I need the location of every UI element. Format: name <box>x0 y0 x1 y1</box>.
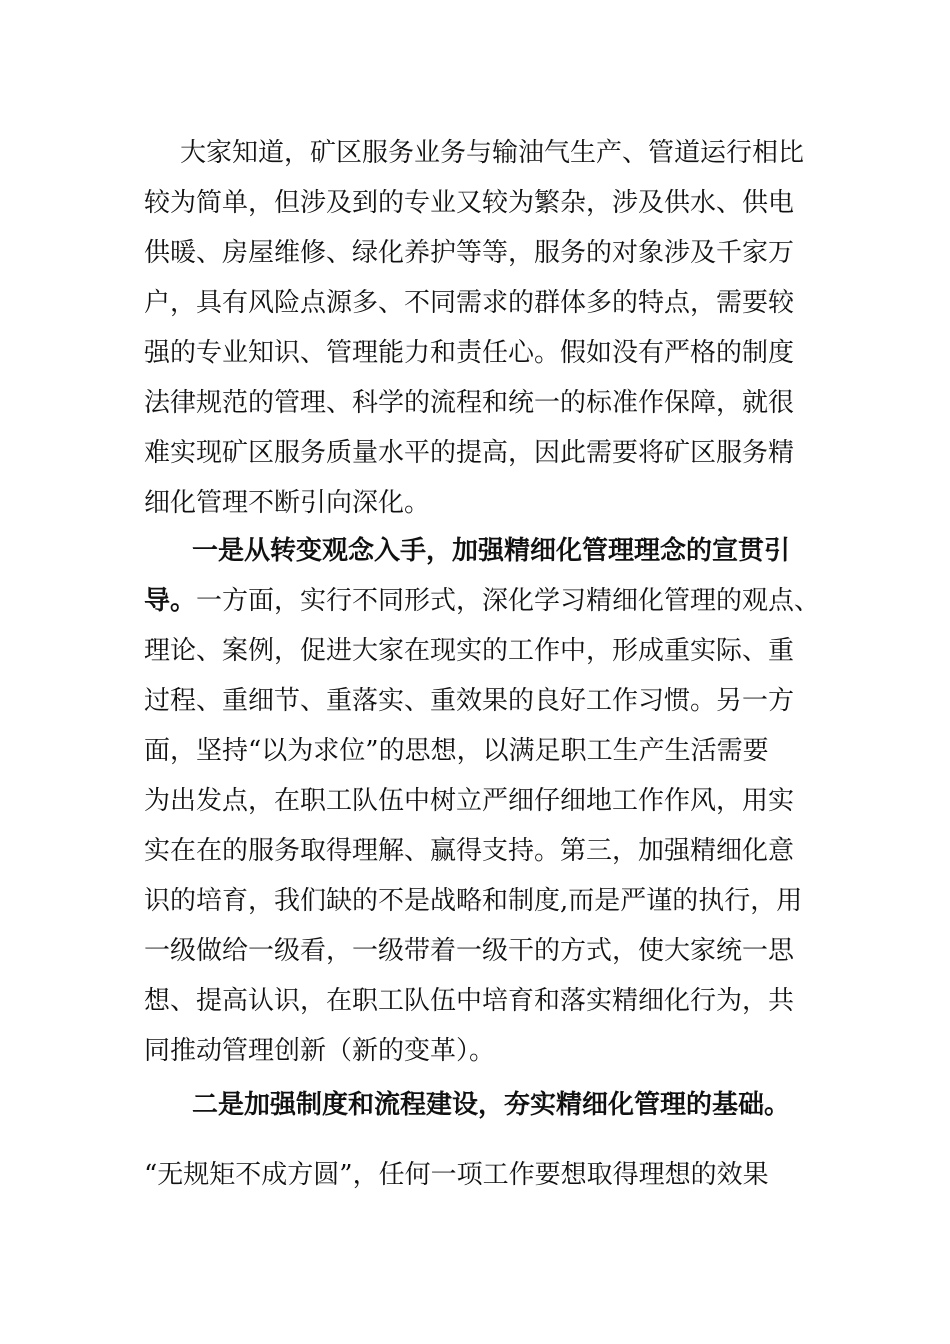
text-line: 面，坚持“以为求位”的思想，以满足职工生产生活需要 <box>144 736 769 766</box>
text-line: 实在在的服务取得理解、赢得支持。第三，加强精细化意 <box>144 836 795 866</box>
text-line: 户，具有风险点源多、不同需求的群体多的特点，需要较 <box>144 288 795 318</box>
text-line <box>144 576 820 626</box>
text-line: “无规矩不成方圆”，任何一项工作要想取得理想的效果 <box>144 1160 769 1190</box>
text-line: 大家知道，矿区服务业务与输油气生产、管道运行相比 <box>180 138 805 168</box>
text-line: 识的培育，我们缺的不是战略和制度,而是严谨的执行，用 <box>144 886 803 916</box>
paragraph-heading: 一是从转变观念入手，加强精细化管理理念的宣贯引 <box>192 536 791 566</box>
text-line: 一级做给一级看，一级带着一级干的方式，使大家统一思 <box>144 936 795 966</box>
text-line: 同推动管理创新（新的变革）。 <box>144 1036 496 1066</box>
text-line: 想、提高认识，在职工队伍中培育和落实精细化行为，共 <box>144 986 795 1016</box>
text-line: 难实现矿区服务质量水平的提高，因此需要将矿区服务精 <box>144 438 795 468</box>
text-line: 细化管理不断引向深化。 <box>144 488 431 518</box>
text-line: 较为简单，但涉及到的专业又较为繁杂，涉及供水、供电 <box>144 188 795 218</box>
text-line: 理论、案例，促进大家在现实的工作中，形成重实际、重 <box>144 636 795 666</box>
text-line: 供暖、房屋维修、绿化养护等等，服务的对象涉及千家万 <box>144 238 795 268</box>
paragraph-heading: 二是加强制度和流程建设，夯实精细化管理的基础。 <box>192 1090 791 1120</box>
text-span: 一方面，实行不同形式，深化学习精细化管理的观点、 <box>196 586 821 616</box>
text-line: 法律规范的管理、科学的流程和统一的标准作保障，就很 <box>144 388 795 418</box>
paragraph-heading-end: 导。 <box>144 586 197 616</box>
text-line: 为出发点，在职工队伍中树立严细仔细地工作作风，用实 <box>144 786 795 816</box>
text-line: 强的专业知识、管理能力和责任心。假如没有严格的制度 <box>144 338 795 368</box>
text-line: 过程、重细节、重落实、重效果的良好工作习惯。另一方 <box>144 686 795 716</box>
